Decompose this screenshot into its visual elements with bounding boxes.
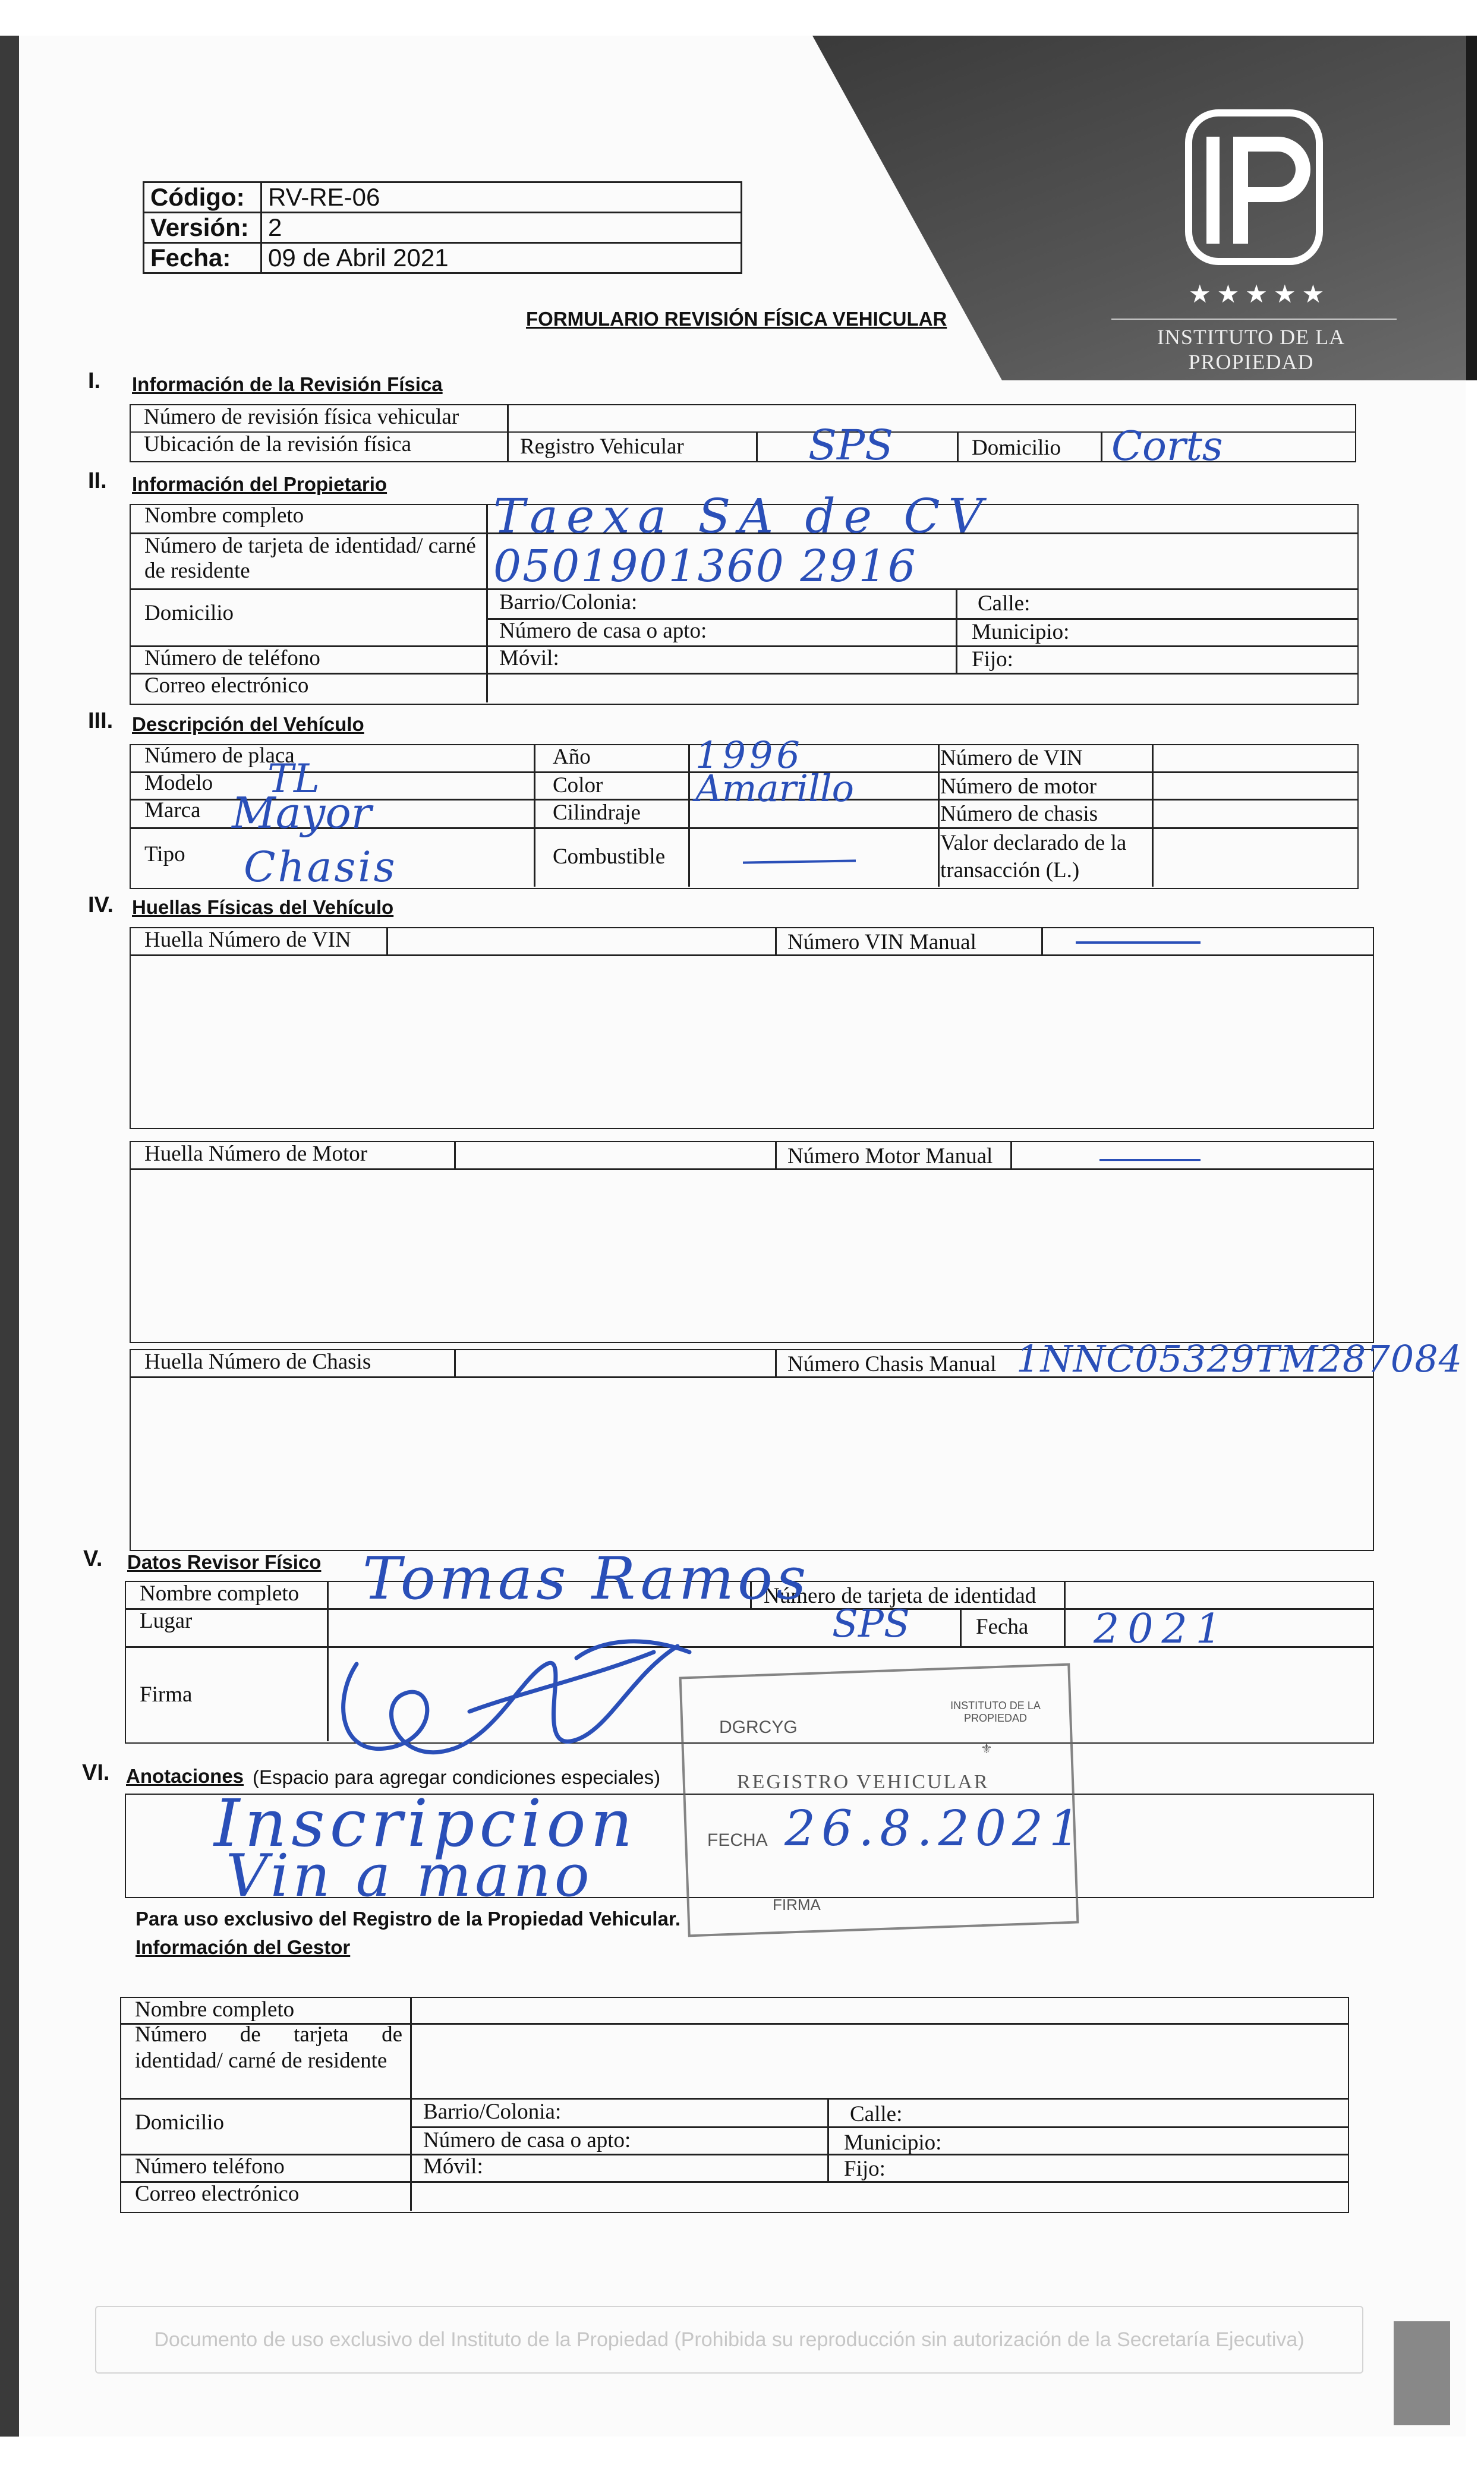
barrio-label: Barrio/Colonia:: [499, 590, 638, 614]
gestor-name-label: Nombre completo: [135, 1997, 295, 2022]
divider: [130, 673, 1357, 675]
chasis-manual-handwritten: 1NNC05329TM287084: [1016, 1337, 1463, 1381]
divider: [386, 927, 388, 956]
scan-edge-right: [1466, 36, 1477, 380]
vin-print-label: Huella Número de VIN: [144, 928, 351, 952]
divider: [956, 588, 957, 674]
section-3-number: III.: [88, 708, 114, 733]
codigo-label: Código:: [144, 182, 261, 213]
gestor-email-label: Correo electrónico: [135, 2182, 300, 2206]
color-handwritten: Amarillo: [695, 767, 854, 810]
reviewer-id-label: Número de tarjeta de identidad: [764, 1584, 1036, 1608]
registro-label: Registro Vehicular: [520, 434, 684, 459]
vin-manual-label: Número VIN Manual: [787, 930, 976, 954]
owner-id-label: Número de tarjeta de identidad/ carné de residente: [144, 534, 476, 583]
fijo-label: Fijo:: [972, 647, 1013, 672]
gestor-municipio-label: Municipio:: [844, 2131, 942, 2155]
location-label: Ubicación de la revisión física: [144, 432, 411, 456]
gestor-barrio-label: Barrio/Colonia:: [423, 2100, 562, 2124]
scan-edge-bottom: [1394, 2321, 1450, 2425]
divider: [1041, 927, 1043, 956]
stamp-org: DGRCYG: [719, 1717, 798, 1737]
scan-edge: [0, 36, 19, 2437]
marca-label: Marca: [144, 798, 201, 822]
registro-handwritten: SPS: [808, 421, 894, 469]
divider: [960, 1608, 962, 1647]
divider: [120, 2181, 1348, 2183]
divider: [938, 744, 940, 887]
section-3-title: Descripción del Vehículo: [132, 713, 364, 735]
movil-label: Móvil:: [499, 646, 559, 670]
lugar-label: Lugar: [140, 1609, 193, 1633]
marca-handwritten: Mayor: [232, 788, 372, 838]
anio-handwritten: 1996: [695, 733, 804, 777]
municipio-label: Municipio:: [972, 620, 1070, 644]
owner-name-label: Nombre completo: [144, 503, 304, 528]
divider: [130, 1168, 1373, 1170]
chasis-label: Número de chasis: [940, 802, 1098, 826]
divider: [1064, 1581, 1066, 1647]
motor-print-label: Huella Número de Motor: [144, 1142, 368, 1166]
note-handwritten-line-1: Inscripcion: [214, 1785, 638, 1861]
stamp-registro: REGISTRO VEHICULAR: [737, 1771, 990, 1793]
valor-label: Valor declarado de la transacción (L.): [940, 831, 1127, 883]
combustible-label: Combustible: [553, 844, 666, 869]
tipo-handwritten: Chasis: [244, 843, 398, 891]
reviewer-name-label: Nombre completo: [140, 1581, 300, 1606]
gestor-title: Información del Gestor: [136, 1936, 351, 1958]
divider: [130, 954, 1373, 956]
fecha-label: Fecha:: [144, 243, 261, 273]
firma-label: Firma: [140, 1682, 193, 1707]
chasis-print-label: Huella Número de Chasis: [144, 1350, 371, 1374]
divider: [120, 2154, 1348, 2155]
motor-label: Número de motor: [940, 774, 1097, 799]
reviewer-name-handwritten: Tomas Ramos: [363, 1545, 810, 1613]
revision-number-label: Número de revisión física vehicular: [144, 405, 459, 429]
stamp-emblem-icon: ⚜: [981, 1741, 993, 1756]
divider: [756, 431, 758, 462]
divider: [827, 2098, 829, 2182]
divider: [775, 927, 777, 956]
owner-id-handwritten: 0501901360 2916: [493, 541, 917, 592]
divider: [1152, 744, 1154, 887]
section-1-number: I.: [88, 368, 101, 393]
motor-manual-label: Número Motor Manual: [787, 1144, 993, 1168]
divider: [454, 1349, 456, 1378]
document-code-table: [143, 181, 742, 274]
section-4-number: IV.: [88, 893, 114, 918]
divider: [1101, 431, 1102, 462]
gestor-fijo-label: Fijo:: [844, 2157, 886, 2181]
anio-label: Año: [553, 745, 591, 769]
footer-disclaimer: Documento de uso exclusivo del Instituto de la Propiedad (Prohibida su reproducción sin autorización de la Secretaría Ejecutiva): [95, 2306, 1363, 2374]
section-1-title: Información de la Revisión Física: [132, 373, 443, 395]
vin-label: Número de VIN: [940, 746, 1083, 770]
owner-email-label: Correo electrónico: [144, 673, 309, 698]
cilindraje-label: Cilindraje: [553, 800, 641, 825]
version-value: 2: [261, 213, 742, 243]
calle-label: Calle:: [978, 591, 1031, 616]
stamp-fecha-label: FECHA: [707, 1830, 768, 1850]
placa-label: Número de placa: [144, 743, 295, 768]
section-6-title: Anotaciones: [126, 1765, 244, 1787]
divider: [775, 1141, 777, 1170]
stamp-institute: INSTITUTO DE LA PROPIEDAD: [950, 1700, 1041, 1724]
section-5-title: Datos Revisor Físico: [127, 1551, 322, 1573]
form-title: FORMULARIO REVISIÓN FÍSICA VEHICULAR: [526, 308, 947, 330]
domicilio-label: Domicilio: [972, 436, 1061, 460]
gestor-address-label: Domicilio: [135, 2110, 225, 2135]
institute-logo-icon: [1183, 107, 1325, 267]
gestor-id-label: Número de tarjeta de identidad/ carné de residente: [135, 2022, 402, 2073]
exclusive-use-note: Para uso exclusivo del Registro de la Propiedad Vehicular.: [136, 1908, 681, 1930]
section-6-number: VI.: [82, 1760, 110, 1785]
domicilio-handwritten: Corts: [1111, 423, 1223, 470]
stamp-firma-label: FIRMA: [773, 1896, 821, 1914]
vin-print-box: [130, 927, 1374, 1129]
logo-stars: ★★★★★: [1189, 281, 1331, 308]
logo-divider: [1111, 319, 1397, 320]
gestor-movil-label: Móvil:: [423, 2154, 483, 2179]
divider: [688, 744, 690, 887]
color-label: Color: [553, 773, 603, 798]
divider: [454, 1141, 456, 1170]
divider: [1010, 1141, 1012, 1170]
lugar-handwritten: SPS: [832, 1602, 910, 1646]
divider: [410, 1997, 412, 2211]
chasis-manual-label: Número Chasis Manual: [787, 1352, 997, 1376]
gestor-calle-label: Calle:: [850, 2102, 903, 2126]
divider: [534, 744, 535, 887]
motor-manual-dash: [1099, 1159, 1201, 1161]
gestor-casa-label: Número de casa o apto:: [423, 2128, 631, 2152]
tipo-label: Tipo: [144, 842, 185, 866]
owner-name-handwritten: Taexa SA de CV: [493, 489, 991, 544]
modelo-label: Modelo: [144, 771, 213, 795]
casa-label: Número de casa o apto:: [499, 619, 707, 643]
divider: [507, 404, 509, 462]
fecha-value: 09 de Abril 2021: [261, 243, 742, 273]
section-2-number: II.: [88, 468, 107, 493]
owner-phone-label: Número de teléfono: [144, 646, 320, 670]
note-handwritten-line-2: Vin a mano: [226, 1842, 593, 1910]
divider: [120, 2098, 1348, 2100]
section-4-title: Huellas Físicas del Vehículo: [132, 896, 394, 918]
section-6-subtitle: (Espacio para agregar condiciones especiales): [253, 1766, 661, 1788]
version-label: Versión:: [144, 213, 261, 243]
section-5-number: V.: [83, 1546, 103, 1571]
owner-address-label: Domicilio: [144, 601, 234, 625]
reviewer-fecha-handwritten: 2021: [1094, 1606, 1230, 1653]
divider: [775, 1349, 777, 1378]
modelo-handwritten: TL: [267, 756, 320, 802]
codigo-value: RV-RE-06: [261, 182, 742, 213]
logo-text: INSTITUTO DE LA PROPIEDAD: [1157, 325, 1346, 374]
stamp-fecha-handwritten: 26.8.2021: [784, 1801, 1086, 1857]
section-2-title: Información del Propietario: [132, 473, 387, 495]
divider: [957, 431, 959, 462]
motor-print-box: [130, 1141, 1374, 1343]
gestor-phone-label: Número teléfono: [135, 2154, 285, 2179]
vin-manual-dash: [1076, 941, 1201, 944]
reviewer-fecha-label: Fecha: [976, 1615, 1029, 1639]
